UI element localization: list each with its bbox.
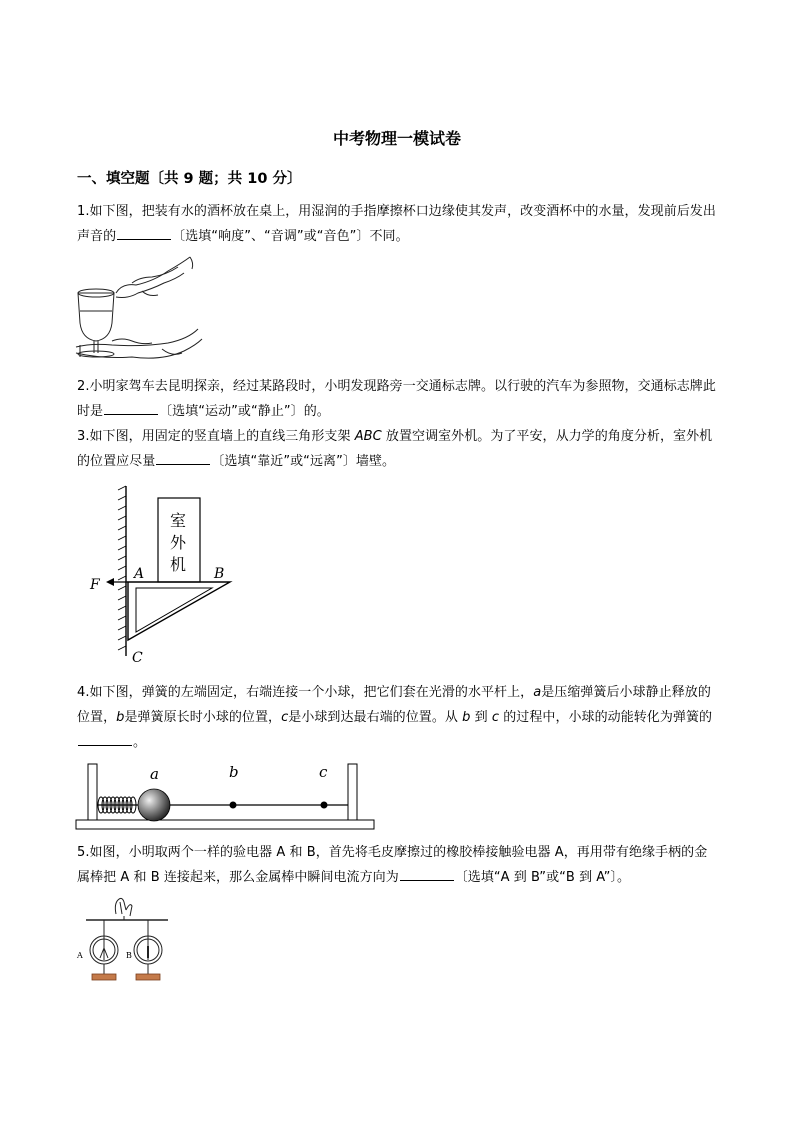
point-c-ref: c [281, 710, 289, 725]
point-b-dot [230, 802, 237, 809]
question-1-text-b: 〔选填“响度”、“音调”或“音色”〕不同。 [172, 229, 409, 244]
fig4-label-c: c [319, 763, 328, 781]
spring-ball-figure [74, 760, 378, 832]
question-2-text-b: 〔选填“运动”或“静止”〕的。 [159, 404, 330, 419]
question-4-text-b: 是压缩弹簧后小球静止释放的位置， [77, 685, 711, 725]
label-c: C [132, 650, 143, 666]
wine-glass-figure [72, 253, 212, 365]
question-2-text-a: 2.小明家驾车去昆明探亲，经过某路段时，小明发现路旁一交通标志牌。以行驶的汽车为参照物，交通标志牌此时是 [77, 379, 716, 419]
point-c-ref-2: c [491, 710, 500, 725]
label-b: B [214, 566, 225, 582]
fig4-label-b: b [229, 763, 239, 781]
question-5 [77, 840, 717, 890]
bracket-abc-label: ABC [354, 429, 382, 444]
question-3-text-c: 〔选填“靠近”或“远离”〕墙壁。 [211, 454, 396, 469]
answer-blank-1[interactable] [117, 226, 171, 240]
question-1-text-a: 1.如下图，把装有水的酒杯放在桌上，用湿润的手指摩擦杯口边缘使其发声，改变酒杯中的水量，发现前后发出声音的 [77, 204, 716, 244]
outdoor-unit-char-2: 外 [170, 533, 187, 552]
question-2 [77, 374, 717, 424]
question-4-text-d: 是小球到达最右端的位置。从 [288, 710, 463, 725]
answer-blank-4[interactable] [78, 732, 132, 746]
question-3 [77, 424, 717, 474]
ball [138, 789, 170, 821]
fig4-label-a: a [150, 765, 159, 783]
fig5-label-a: A [77, 951, 83, 960]
point-b-ref-2: b [462, 710, 471, 725]
label-a: A [134, 566, 145, 582]
question-4-text-f: 的过程中，小球的动能转化为弹簧的 [499, 710, 713, 725]
base-a [92, 974, 116, 980]
wall-hatch [118, 486, 126, 650]
question-1 [77, 199, 717, 249]
question-4 [77, 680, 717, 755]
outdoor-unit-char-3: 机 [170, 555, 187, 574]
question-5-text-a: 5.如图，小明取两个一样的验电器 A 和 B，首先将毛皮摩擦过的橡胶棒接触验电器 A，再用带有绝缘手柄的金属棒把 A 和 B 连接起来，那么金属棒中瞬间电流方向为 [77, 845, 708, 885]
label-f: F [90, 577, 100, 593]
question-4-text-a: 4.如下图，弹簧的左端固定，右端连接一个小球，把它们套在光滑的水平杆上， [77, 685, 534, 700]
page-title: 中考物理一模试卷 [332, 129, 461, 148]
point-a-ref: a [533, 685, 542, 700]
answer-blank-3[interactable] [156, 451, 210, 465]
question-3-text-a: 3.如下图，用固定的竖直墙上的直线三角形支架 [77, 429, 355, 444]
outdoor-unit-char-1: 室 [170, 511, 187, 530]
question-4-text-c: 是弹簧原长时小球的位置， [124, 710, 282, 725]
section-heading: 一、填空题〔共 9 题；共 10 分〕 [77, 171, 302, 187]
left-post [88, 764, 97, 820]
electroscope-figure [76, 896, 176, 988]
answer-blank-2[interactable] [104, 401, 158, 415]
answer-blank-5[interactable] [400, 867, 454, 881]
question-5-text-b: 〔选填“A 到 B”或“B 到 A”〕。 [454, 870, 631, 885]
point-b-ref: b [116, 710, 125, 725]
point-c-dot [321, 802, 328, 809]
triangle-bracket [128, 582, 230, 640]
base-board [76, 820, 374, 829]
question-4-text-g: 。 [133, 735, 147, 750]
question-4-text-e: 到 [470, 710, 492, 725]
right-post [348, 764, 357, 820]
base-b [136, 974, 160, 980]
question-3-text-b: 放置空调室外机。为了平安，从力学的角度分析，室外机的位置应尽量 [77, 429, 713, 469]
bracket-figure [84, 486, 244, 668]
fig5-label-b: B [126, 951, 132, 960]
glass-bowl [78, 293, 114, 341]
